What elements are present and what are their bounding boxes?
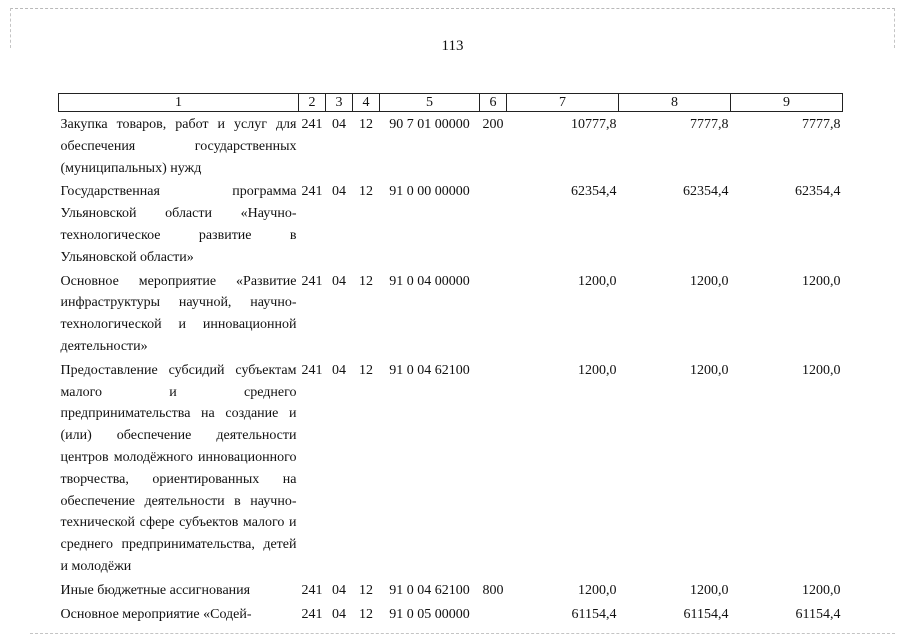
cell-amount-7: 1200,0 [578,273,617,289]
cell-ministry: 241 [301,117,323,132]
table-row [59,112,843,180]
cell-section: 04 [332,184,346,200]
row-name: Основное мероприятие «Развитие инфраструктуры научной, научно-технологической и инновационной деятельности» [60,273,297,354]
cell-amount-8: 7777,8 [690,117,729,132]
cell-ministry: 241 [301,362,323,378]
cell-amount-7: 10777,8 [571,117,617,132]
cell-ministry: 241 [301,184,323,200]
cell-section: 04 [332,273,346,289]
cell-section: 04 [332,362,346,378]
column-header: 4 [353,94,380,112]
column-header: 8 [619,94,731,112]
cell-subsection: 12 [359,184,373,200]
cell-amount-7: 61154,4 [571,606,617,622]
cell-expense-type: 800 [482,582,504,598]
cell-amount-8: 1200,0 [690,582,729,598]
cell-subsection: 12 [359,273,373,289]
cell-amount-7: 1200,0 [578,362,617,378]
column-header: 1 [59,94,299,112]
cell-target-article: 91 0 04 00000 [389,273,470,289]
page-number: 113 [441,38,464,54]
cell-amount-8: 62354,4 [683,184,729,200]
row-name: Иные бюджетные ассигнования [60,582,251,598]
cell-amount-9: 1200,0 [802,362,841,378]
cell-expense-type [480,269,507,358]
cell-amount-7: 1200,0 [578,582,617,598]
cell-amount-9: 62354,4 [795,184,841,200]
cell-section: 04 [332,606,346,622]
cell-subsection: 12 [359,606,373,622]
table-header-row [59,94,843,112]
cell-target-article: 91 0 04 62100 [389,362,470,378]
column-header: 7 [507,94,619,112]
table-row [59,578,843,602]
column-header: 5 [380,94,480,112]
column-header: 3 [326,94,353,112]
cell-expense-type: 200 [482,117,504,132]
cell-ministry: 241 [301,582,323,598]
cell-amount-9: 1200,0 [802,582,841,598]
table-row [59,602,843,626]
row-name: Закупка товаров, работ и услуг для обеспечения государственных (муниципальных) нужд [60,117,297,176]
page-border-bottom [30,633,895,634]
page-border-top [10,8,895,9]
cell-expense-type [480,602,507,626]
cell-target-article: 91 0 05 00000 [389,606,470,622]
cell-section: 04 [332,117,346,132]
cell-expense-type [480,358,507,578]
column-header: 2 [299,94,326,112]
cell-subsection: 12 [359,117,373,132]
cell-target-article: 90 7 01 00000 [389,117,470,132]
cell-amount-9: 7777,8 [802,117,841,132]
cell-expense-type [480,179,507,268]
cell-section: 04 [332,582,346,598]
row-name: Предоставление субсидий субъектам малого и среднего предпринимательства на создание и (или) обеспечение деятельности центров молодёжного инновационного творчества, ориентированных на обеспечение деятельности в научно-технической сфере субъектов малого и среднего предпринимательства, детей и молодёжи [60,362,297,574]
table-row [59,179,843,268]
cell-amount-8: 1200,0 [690,273,729,289]
column-header: 6 [480,94,507,112]
budget-table [58,93,843,625]
table-row [59,269,843,358]
row-name: Основное мероприятие «Содей- [60,606,252,622]
cell-ministry: 241 [301,606,323,622]
cell-target-article: 91 0 04 62100 [389,582,470,598]
cell-target-article: 91 0 00 00000 [389,184,470,200]
row-name: Государственная программа Ульяновской области «Научно-технологическое развитие в Ульяновской области» [60,184,297,265]
cell-amount-9: 61154,4 [795,606,841,622]
cell-amount-7: 62354,4 [571,184,617,200]
column-header: 9 [731,94,843,112]
cell-amount-8: 1200,0 [690,362,729,378]
cell-amount-9: 1200,0 [802,273,841,289]
cell-ministry: 241 [301,273,323,289]
table-row [59,358,843,578]
cell-amount-8: 61154,4 [683,606,729,622]
cell-subsection: 12 [359,582,373,598]
cell-subsection: 12 [359,362,373,378]
